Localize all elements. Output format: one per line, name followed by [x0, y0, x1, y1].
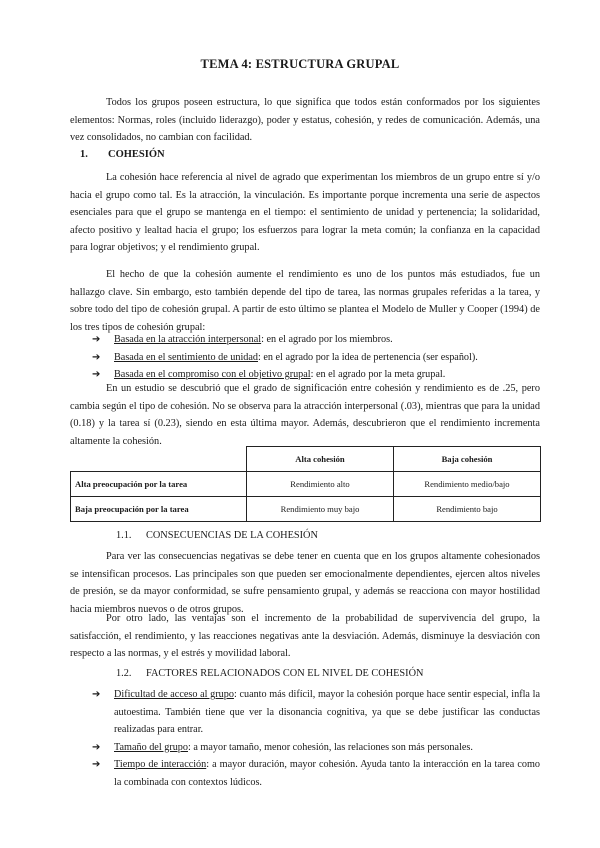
bullet-text: : a mayor tamaño, menor cohesión, las relaciones son más personales.: [187, 741, 473, 753]
column-header: Alta cohesión: [247, 447, 394, 472]
bullet-text: : a mayor duración, mayor cohesión. Ayuda tanto la interacción en la tarea como la combinada con contextos lúdicos.: [114, 759, 540, 788]
subsection-title: CONSECUENCIAS DE LA COHESIÓN: [146, 530, 318, 541]
table-corner: [71, 447, 247, 472]
bullet-text: : en el agrado por los miembros.: [261, 334, 393, 345]
arrow-icon: ➔: [92, 351, 101, 363]
bullet-term: Tiempo de interacción: [114, 759, 207, 770]
table-header-row: [71, 447, 541, 472]
page-title: TEMA 4: ESTRUCTURA GRUPAL: [200, 57, 400, 71]
list-item: [92, 349, 540, 367]
list-item: [92, 331, 540, 349]
subsection-number: 1.1.: [116, 530, 132, 541]
table-cell: Rendimiento bajo: [394, 497, 541, 522]
table-cell: Rendimiento alto: [247, 472, 394, 497]
cohesion-paragraph-1: La cohesión hace referencia al nivel de agrado que experimentan los miembros de un grupo entre sí y/o hacia el grupo como tal. Es la atracción, la vinculación. Es importante porque incrementa una serie de aspectos esenciales para que el grupo se mantenga en el tiempo: el sentimiento de unidad y pertenencia; la solidaridad, afecto positivo y lealtad hacia el grupo; los esfuerzos para lograr la meta común; la confianza en la capacidad para lograr objetivos; y el rendimiento grupal.: [70, 172, 540, 253]
column-header: Baja cohesión: [394, 447, 541, 472]
table-row: [71, 472, 541, 497]
row-header: Baja preocupación por la tarea: [71, 497, 247, 522]
bullet-term: Basada en el sentimiento de unidad: [114, 351, 258, 363]
intro-paragraph: Todos los grupos poseen estructura, lo que significa que todos están conformados por los siguientes elementos: Normas, roles (incluido liderazgo), poder y estatus, cohesión, y redes de comunicación. Además, una vez consolidados, no cambian con facilidad.: [70, 97, 540, 143]
list-item: [92, 756, 540, 791]
subsection-heading-factors: [116, 668, 423, 679]
section-heading-cohesion: [80, 149, 165, 160]
arrow-icon: ➔: [92, 741, 101, 753]
cohesion-paragraph-2: El hecho de que la cohesión aumente el rendimiento es uno de los puntos más estudiados, fue un hallazgo clave. Sin embargo, esto también depende del tipo de tarea, las normas grupales referidas a la tarea, y sobre todo del tipo de cohesión grupal. A partir de esto último se plantea el Modelo de Muller y Cooper (1994) de los tres tipos de cohesión grupal:: [70, 269, 540, 333]
bullet-term: Basada en el compromiso con el objetivo grupal: [114, 369, 311, 380]
table-row: [71, 497, 541, 522]
list-item: [92, 739, 540, 757]
cohesion-performance-table: [70, 446, 541, 522]
bullet-term: Basada en la atracción interpersonal: [114, 334, 262, 345]
subsection-heading-consequences: [116, 530, 318, 541]
arrow-icon: ➔: [92, 689, 101, 700]
section-title: COHESIÓN: [108, 149, 165, 160]
factors-list: [92, 686, 540, 791]
table-cell: Rendimiento muy bajo: [247, 497, 394, 522]
cohesion-types-list: [92, 331, 540, 384]
arrow-icon: ➔: [92, 334, 101, 345]
arrow-icon: ➔: [92, 369, 101, 380]
subsection-title: FACTORES RELACIONADOS CON EL NIVEL DE COHESIÓN: [146, 668, 424, 679]
table-cell: Rendimiento medio/bajo: [394, 472, 541, 497]
arrow-icon: ➔: [92, 759, 101, 770]
bullet-text: : cuanto más difícil, mayor la cohesión porque hace sentir especial, infla la autoestima. También tiene que ver la disonancia cognitiva, ya que se debe justificar las conductas realizadas para entrar.: [114, 689, 540, 735]
consequences-paragraph-2: Por otro lado, las ventajas son el incremento de la probabilidad de supervivencia del grupo, la satisfacción, el rendimiento, y las reacciones negativas ante la desviación. Además, disminuye la desviación con respecto a las normas, y el estrés y movilidad laboral.: [70, 613, 540, 659]
consequences-paragraph-1: Para ver las consecuencias negativas se debe tener en cuenta que en los grupos altamente cohesionados se intensifican procesos. Las principales son que pueden ser emocionalmente dependientes, ejercen altos niveles de presión, se da mayor conformidad, se sufre pensamiento grupal, y además se reacciona con mayor hostilidad hacia miembros nuevos o de otros grupos.: [70, 551, 540, 615]
subsection-number: 1.2.: [116, 668, 132, 679]
section-number: 1.: [80, 149, 88, 160]
cohesion-paragraph-3: En un estudio se descubrió que el grado de significación entre cohesión y rendimiento es de .25, pero cambia según el tipo de cohesión. No se observa para la atracción interpersonal (.03), mientras que para la unidad (0.18) y la tarea sí (0.23), siendo en esta última mayor. Además, descubrieron que el rendimiento incrementa altamente la cohesión.: [70, 383, 540, 447]
list-item: [92, 686, 540, 739]
bullet-text: : en el agrado por la meta grupal.: [310, 369, 446, 380]
row-header: Alta preocupación por la tarea: [71, 472, 247, 497]
bullet-term: Dificultad de acceso al grupo: [114, 689, 234, 700]
bullet-term: Tamaño del grupo: [114, 741, 188, 753]
bullet-text: : en el agrado por la idea de pertenencia (ser español).: [258, 351, 478, 363]
